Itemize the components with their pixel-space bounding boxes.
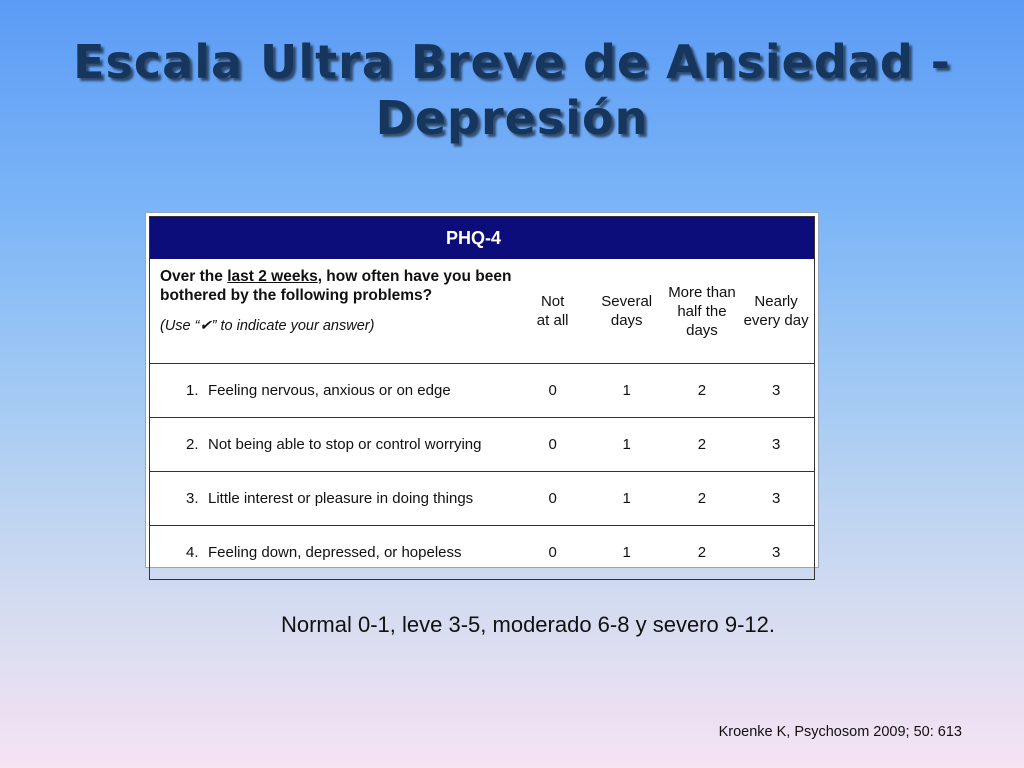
score-cell[interactable]: 3	[738, 418, 814, 472]
column-header-several-days	[588, 259, 666, 364]
column-header-line: days	[610, 312, 643, 329]
score-cell[interactable]: 0	[518, 364, 588, 418]
item-number: 4.	[186, 544, 199, 561]
slide-title-line-2: Depresión	[375, 91, 649, 145]
table-row	[150, 526, 815, 580]
score-cell[interactable]: 2	[666, 364, 739, 418]
score-cell[interactable]: 2	[666, 472, 739, 526]
item-text: Little interest or pleasure in doing things	[208, 490, 474, 507]
score-cell[interactable]: 1	[622, 544, 631, 561]
score-cell[interactable]: 3	[738, 472, 814, 526]
table-row	[150, 472, 815, 526]
table-row	[150, 364, 815, 418]
score-cell[interactable]: 1	[588, 418, 666, 472]
column-header-line: at all	[536, 312, 569, 329]
question-underlined: last 2 weeks	[227, 268, 318, 285]
score-cell[interactable]: 1	[588, 364, 666, 418]
question-prefix: Over the	[160, 268, 228, 285]
item-text: Not being able to stop or control worrying	[208, 436, 482, 453]
item-label	[150, 526, 518, 580]
score-cell[interactable]: 3	[771, 544, 781, 561]
column-header-line: every day	[743, 312, 809, 329]
score-cell[interactable]: 1	[588, 472, 666, 526]
question-suffix: , how often have you been bothered by the following problems?	[160, 268, 512, 304]
phq4-heading: PHQ-4	[150, 217, 815, 260]
column-header-line: days	[686, 321, 718, 339]
phq4-question	[150, 259, 518, 364]
table-row	[150, 418, 815, 472]
item-label	[150, 472, 518, 526]
column-header-line: More than	[668, 283, 736, 301]
slide-title-line-1: Escala Ultra Breve de Ansiedad -	[73, 35, 951, 89]
score-cell[interactable]: 2	[697, 544, 707, 561]
phq4-header-row	[150, 259, 815, 364]
item-text: Feeling nervous, anxious or on edge	[208, 382, 451, 399]
phq4-figure	[145, 212, 819, 568]
column-header-line: half the	[677, 302, 727, 320]
slide-title	[0, 34, 1024, 146]
column-header-line: Nearly	[754, 293, 798, 310]
phq4-table	[149, 216, 815, 580]
score-cell[interactable]: 0	[518, 418, 588, 472]
phq4-instruction: (Use “✔” to indicate your answer)	[160, 318, 375, 334]
column-header-not-at-all	[518, 259, 588, 364]
item-number: 2.	[186, 436, 199, 453]
score-cell[interactable]: 0	[548, 544, 557, 561]
score-cell[interactable]: 2	[666, 418, 739, 472]
scoring-note: Normal 0-1, leve 3-5, moderado 6-8 y severo 9-12.	[280, 612, 775, 637]
citation: Kroenke K, Psychosom 2009; 50: 613	[718, 724, 962, 740]
score-cell[interactable]: 3	[738, 364, 814, 418]
column-header-line: Not	[540, 293, 565, 310]
column-header-nearly-every-day	[738, 259, 814, 364]
item-number: 1.	[186, 382, 199, 399]
item-label	[150, 364, 518, 418]
item-number: 3.	[186, 490, 199, 507]
item-text: Feeling down, depressed, or hopeless	[208, 544, 462, 561]
item-label	[150, 418, 518, 472]
column-header-more-than-half	[666, 259, 739, 364]
score-cell[interactable]: 0	[518, 472, 588, 526]
column-header-line: Several	[601, 293, 653, 310]
